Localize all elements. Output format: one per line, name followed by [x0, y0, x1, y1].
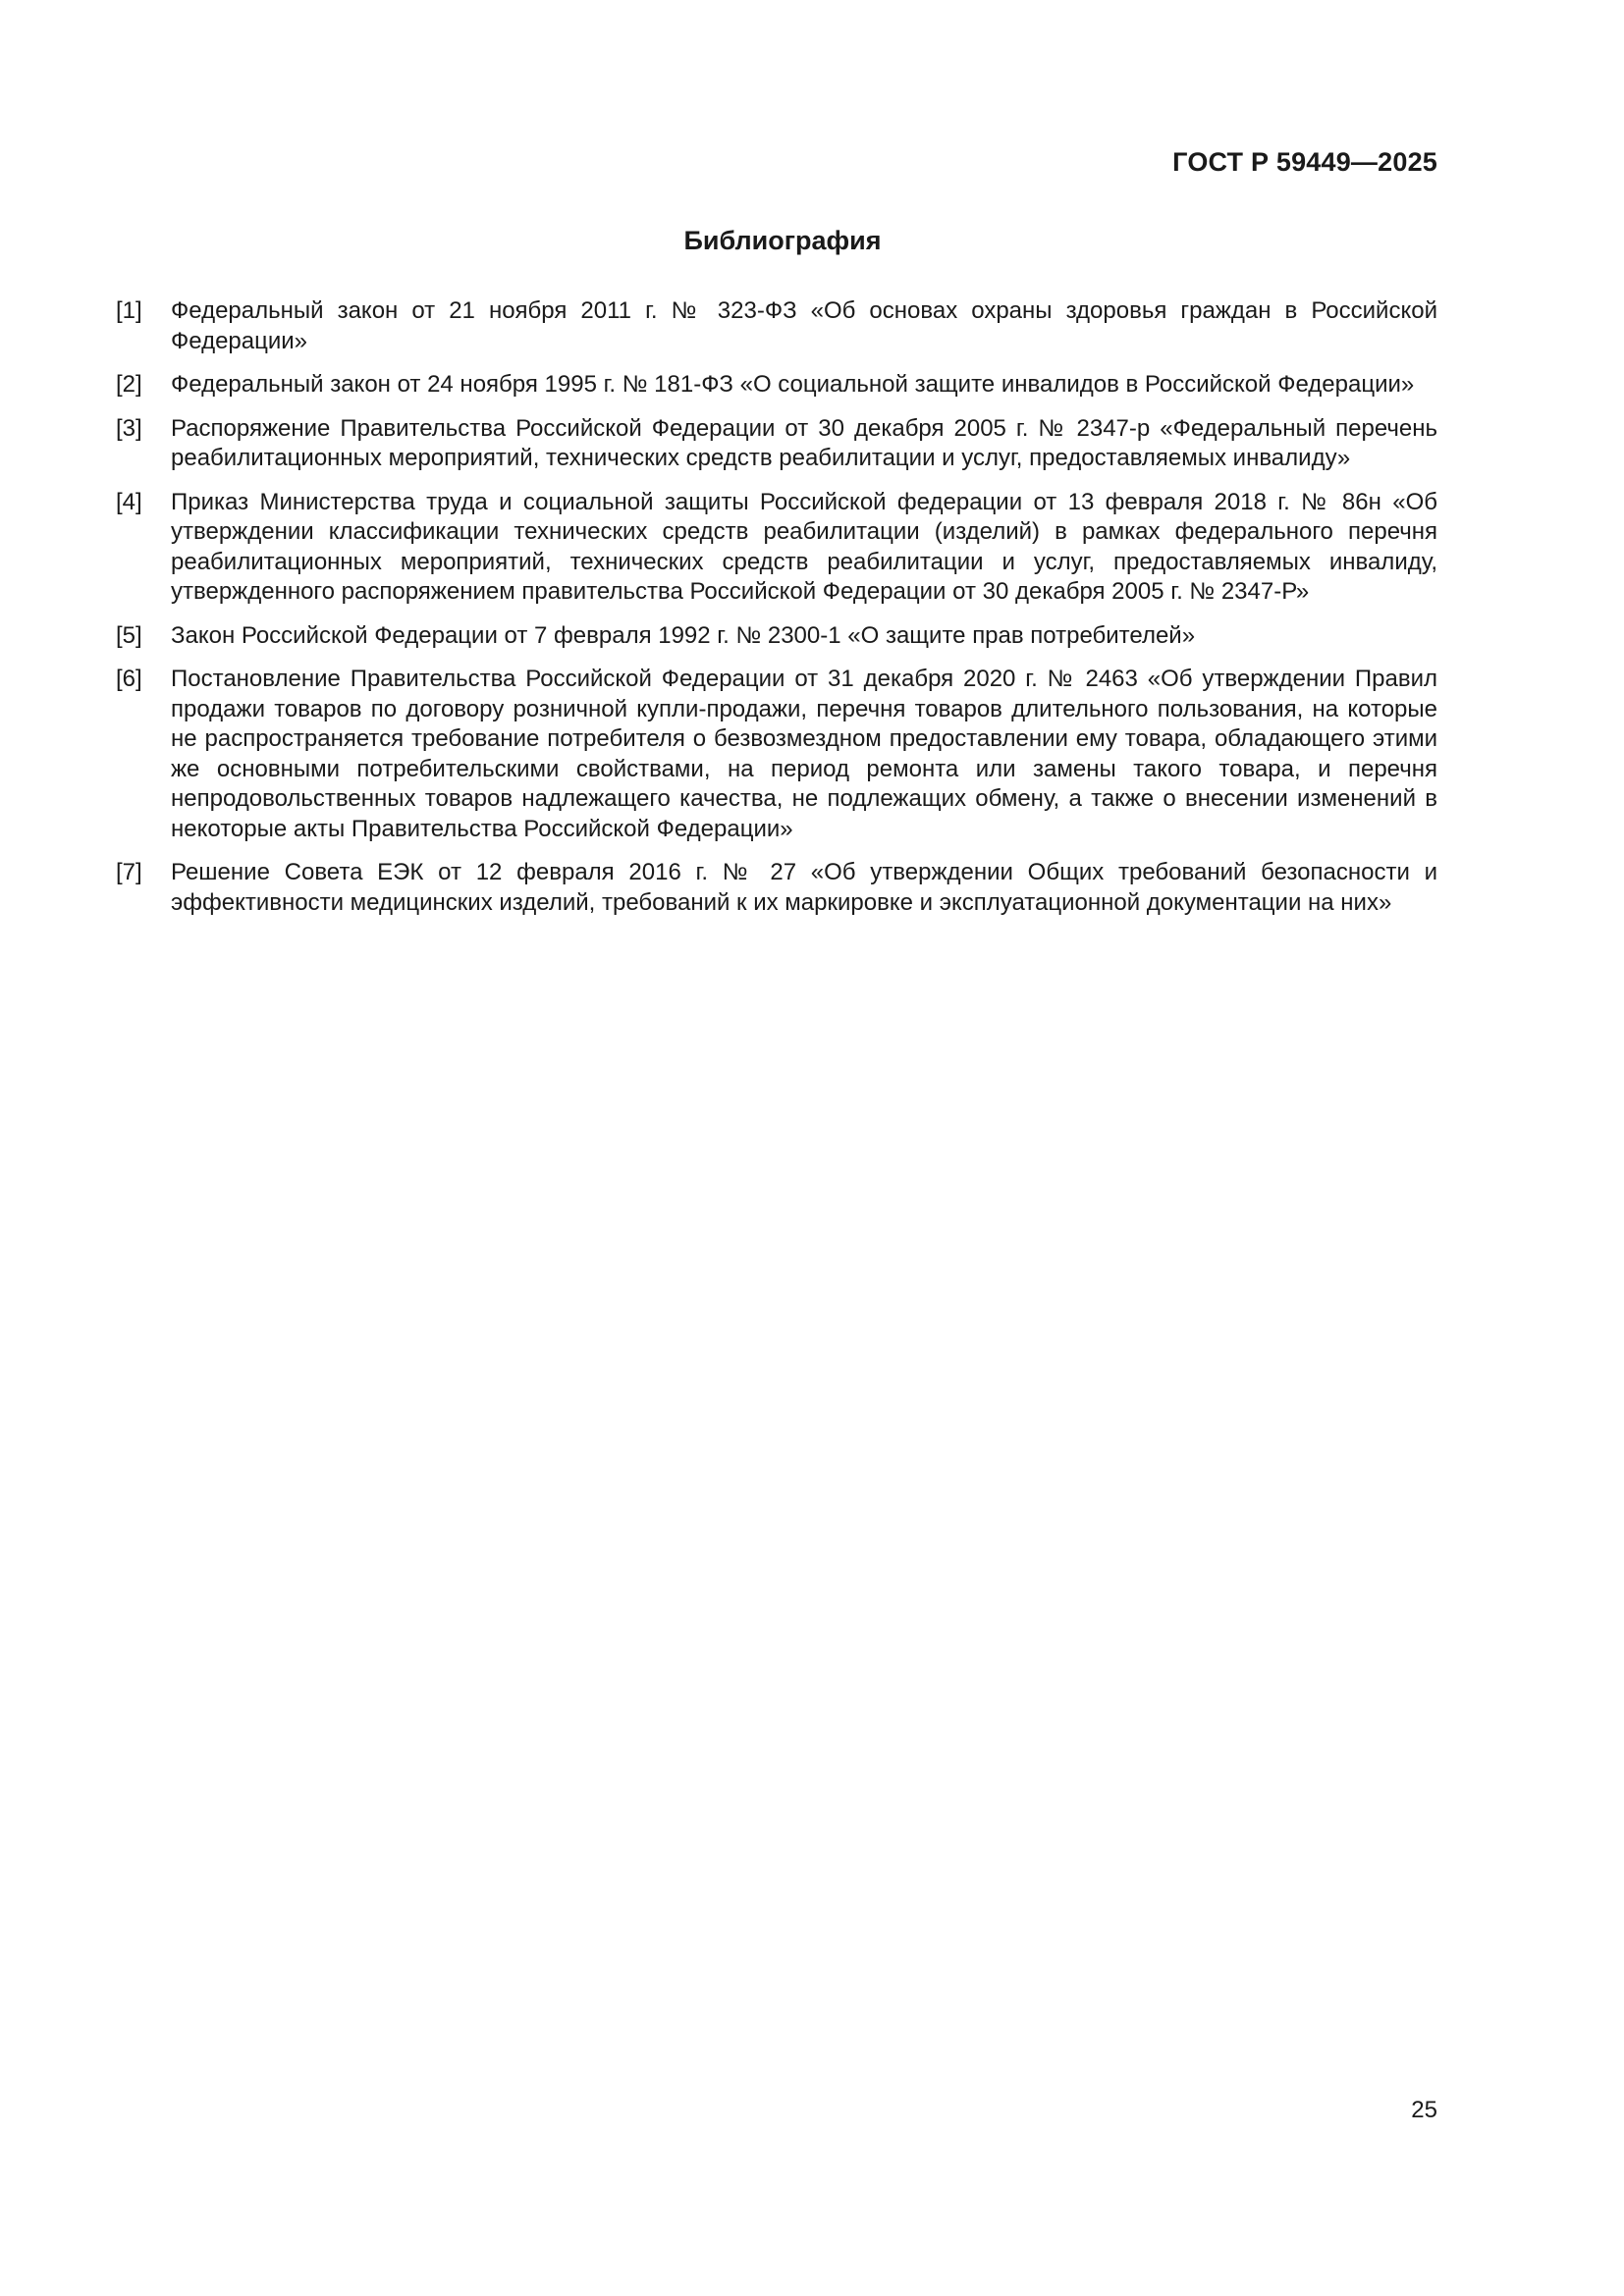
bibliography-item-number: [4]	[116, 488, 142, 515]
bibliography-item-text: Федеральный закон от 21 ноября 2011 г. № 323-ФЗ «Об основах охраны здоровья граждан в Российской Федерации»	[171, 297, 1437, 354]
bibliography-item-text: Решение Совета ЕЭК от 12 февраля 2016 г. № 27 «Об утверждении Общих требований безопасности и эффективности медицинских изделий, требований к их маркировке и эксплуатационной документации на них»	[171, 859, 1437, 916]
bibliography-item-text: Закон Российской Федерации от 7 февраля 1992 г. № 2300-1 «О защите прав потребителей»	[171, 621, 1196, 649]
bibliography-item	[116, 858, 1437, 918]
bibliography-item-number: [2]	[116, 371, 142, 398]
bibliography-item	[116, 488, 1437, 608]
bibliography-item-text: Приказ Министерства труда и социальной защиты Российской федерации от 13 февраля 2018 г. № 86н «Об утверждении классификации технических средств реабилитации (изделий) в рамках федерального перечня реабилитационных мероприятий, технических средств реабилитации и услуг, предоставляемых инвалиду, утвержденного распоряжением правительства Российской Федерации от 30 декабря 2005 г. № 2347-Р»	[171, 488, 1437, 605]
bibliography-item	[116, 665, 1437, 844]
bibliography-item-number: [5]	[116, 621, 142, 649]
section-title: Библиография	[683, 226, 882, 255]
bibliography-item	[116, 414, 1437, 474]
bibliography-item-number: [7]	[116, 859, 142, 885]
bibliography-list	[116, 296, 1437, 932]
bibliography-item	[116, 621, 1437, 652]
bibliography-item-number: [6]	[116, 666, 142, 692]
bibliography-item-text: Федеральный закон от 24 ноября 1995 г. № 181-ФЗ «О социальной защите инвалидов в Российской Федерации»	[171, 371, 1415, 398]
bibliography-item-text: Постановление Правительства Российской Федерации от 31 декабря 2020 г. № 2463 «Об утверждении Правил продажи товаров по договору розничной купли-продажи, перечня товаров длительного пользования, на которые не распространяется требование потребителя о безвозмездном предоставлении ему товара, обладающего этими же основными потребительскими свойствами, на период ремонта или замены такого товара, и перечня непродовольственных товаров надлежащего качества, не подлежащих обмену, а также о внесении изменений в некоторые акты Правительства Российской Федерации»	[171, 666, 1437, 842]
standard-code: ГОСТ Р 59449—2025	[1172, 147, 1437, 177]
page-number: 25	[1411, 2097, 1437, 2123]
bibliography-item-number: [3]	[116, 414, 142, 442]
bibliography-item	[116, 296, 1437, 356]
bibliography-item-number: [1]	[116, 297, 142, 324]
bibliography-item-text: Распоряжение Правительства Российской Федерации от 30 декабря 2005 г. № 2347-р «Федеральный перечень реабилитационных мероприятий, технических средств реабилитации и услуг, предоставляемых инвалиду»	[171, 414, 1437, 471]
bibliography-item	[116, 370, 1437, 400]
